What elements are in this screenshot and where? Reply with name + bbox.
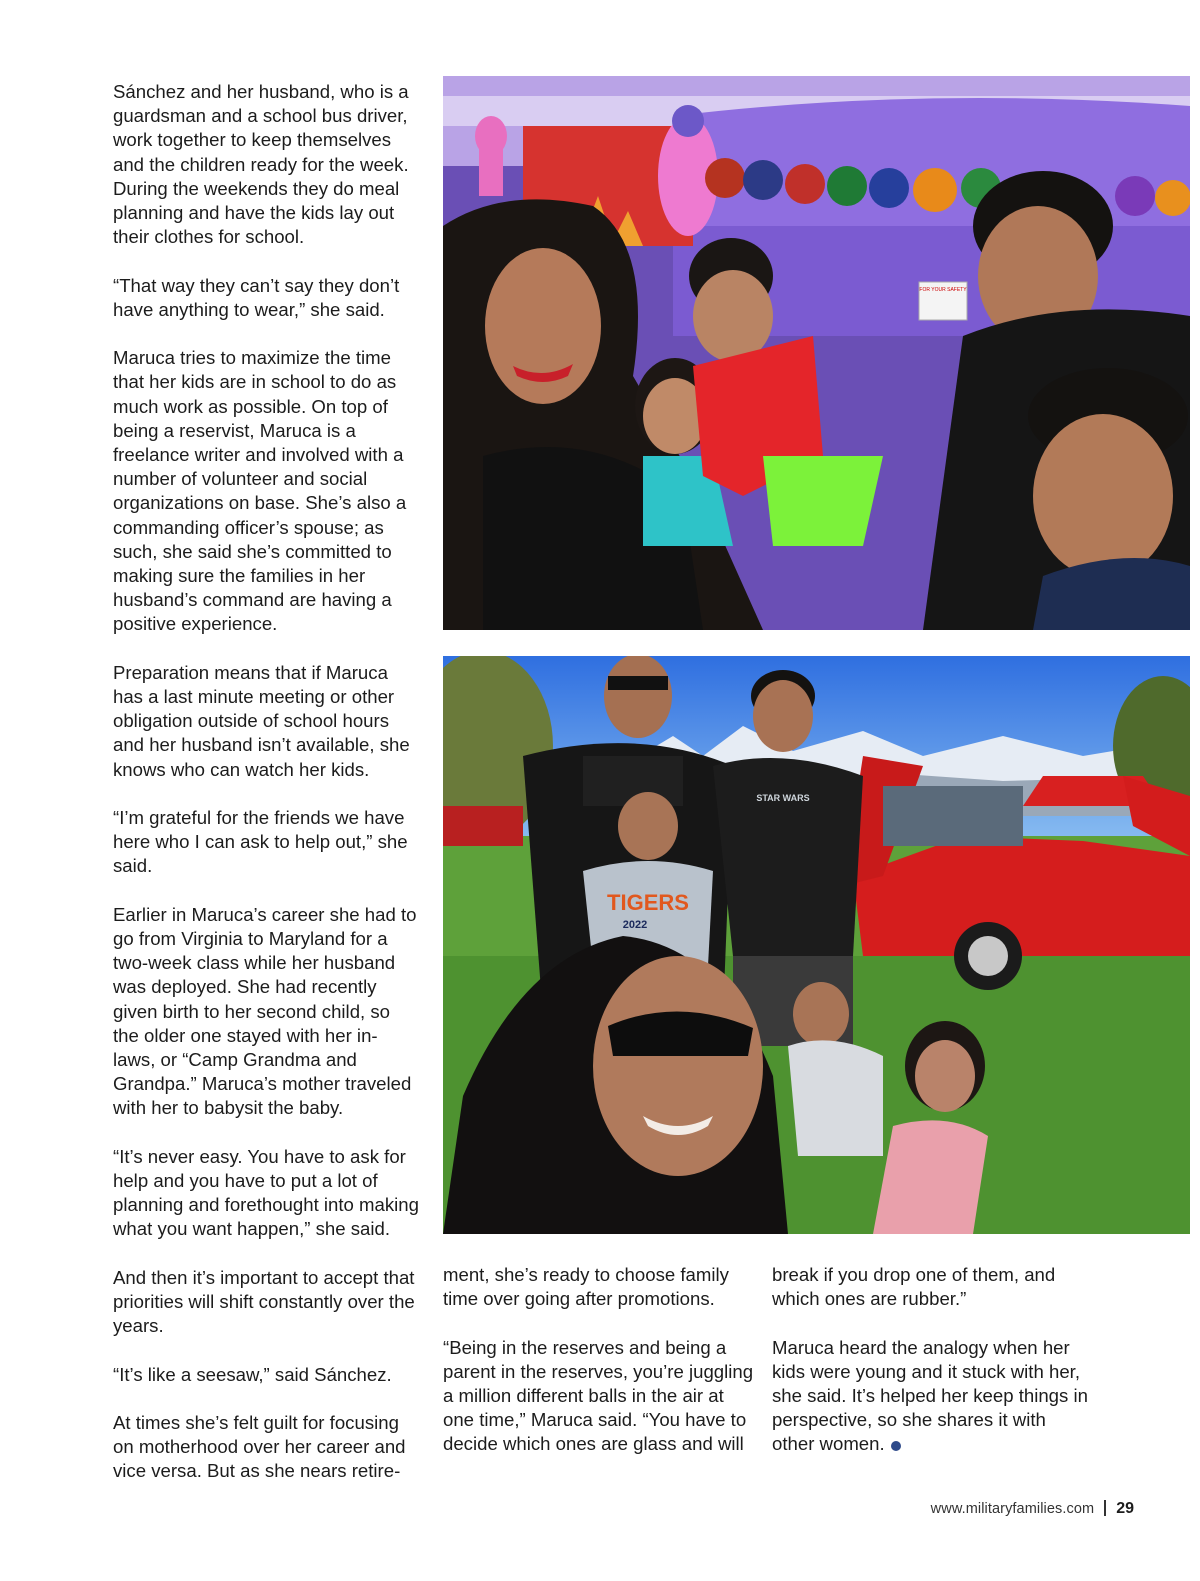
end-mark-icon [891,1441,901,1451]
article-column-middle [443,1263,755,1481]
paragraph: “Being in the reserves and being a parent in the reserves, you’re juggling a million different balls in the air at one time,” Maruca said. “You have to decide which ones are glass and will [443,1336,754,1455]
photo-illustration [443,76,1190,630]
footer-divider [1104,1500,1106,1516]
article-column-right [772,1263,1090,1481]
shirt-text: TIGERS [607,890,689,915]
article-column-left [113,80,419,1508]
photo-illustration [443,656,1190,1234]
paragraph: “I’m grateful for the friends we have here who I can ask to help out,” she said. [113,807,408,877]
page-number: 29 [1116,1500,1134,1517]
photo-family-amusement-ride [443,76,1190,630]
sign-text: FOR YOUR SAFETY [919,287,967,293]
paragraph: break if you drop one of them, and which ones are rubber.” [772,1264,1056,1310]
paragraph [772,1336,1090,1457]
paragraph: Preparation means that if Maruca has a last minute meeting or other obligation outside of school hours and her husband isn’t available, she knows who can watch her kids. [113,661,410,780]
paragraph: “It’s like a seesaw,” said Sánchez. [113,1363,392,1385]
shirt-text-2: STAR WARS [756,793,810,803]
paragraph: ment, she’s ready to choose family time over going after promotions. [443,1264,729,1310]
paragraph: “It’s never easy. You have to ask for help and you have to put a lot of planning and forethought into making what you want happen,” she said. [113,1145,419,1240]
page-footer [931,1500,1134,1518]
paragraph: “That way they can’t say they don’t have anything to wear,” she said. [113,274,400,320]
paragraph: At times she’s felt guilt for focusing on motherhood over her career and vice versa. But as she nears retire- [113,1412,406,1482]
paragraph-text: Maruca heard the analogy when her kids were young and it stuck with her, she said. It’s helped her keep things in perspective, so she shares it with other women. [772,1336,1088,1455]
paragraph: And then it’s important to accept that priorities will shift constantly over the years. [113,1266,415,1337]
paragraph: Maruca tries to maximize the time that her kids are in school to do as much work as possible. On top of being a reservist, Maruca is a freelance writer and involved with a number of volunteer and social organizations on base. She’s also a commanding officer’s spouse; as such, she said she’s committed to making sure the families in her husband’s command are having a positive experience. [113,347,407,635]
shirt-year: 2022 [622,919,648,931]
photo-family-car-show [443,656,1190,1234]
paragraph: Earlier in Maruca’s career she had to go from Virginia to Maryland for a two-week class while her husband was deployed. She had recently given birth to her second child, so the older one stayed with her in-laws, or “Camp Grandma and Grandpa.” Maruca’s mother traveled with her to babysit the baby. [113,903,417,1119]
paragraph: Sánchez and her husband, who is a guardsman and a school bus driver, work together to keep themselves and the children ready for the week. During the weekends they do meal planning and have the kids lay out their clothes for school. [113,81,409,248]
footer-url[interactable]: www.militaryfamilies.com [930,1501,1095,1517]
